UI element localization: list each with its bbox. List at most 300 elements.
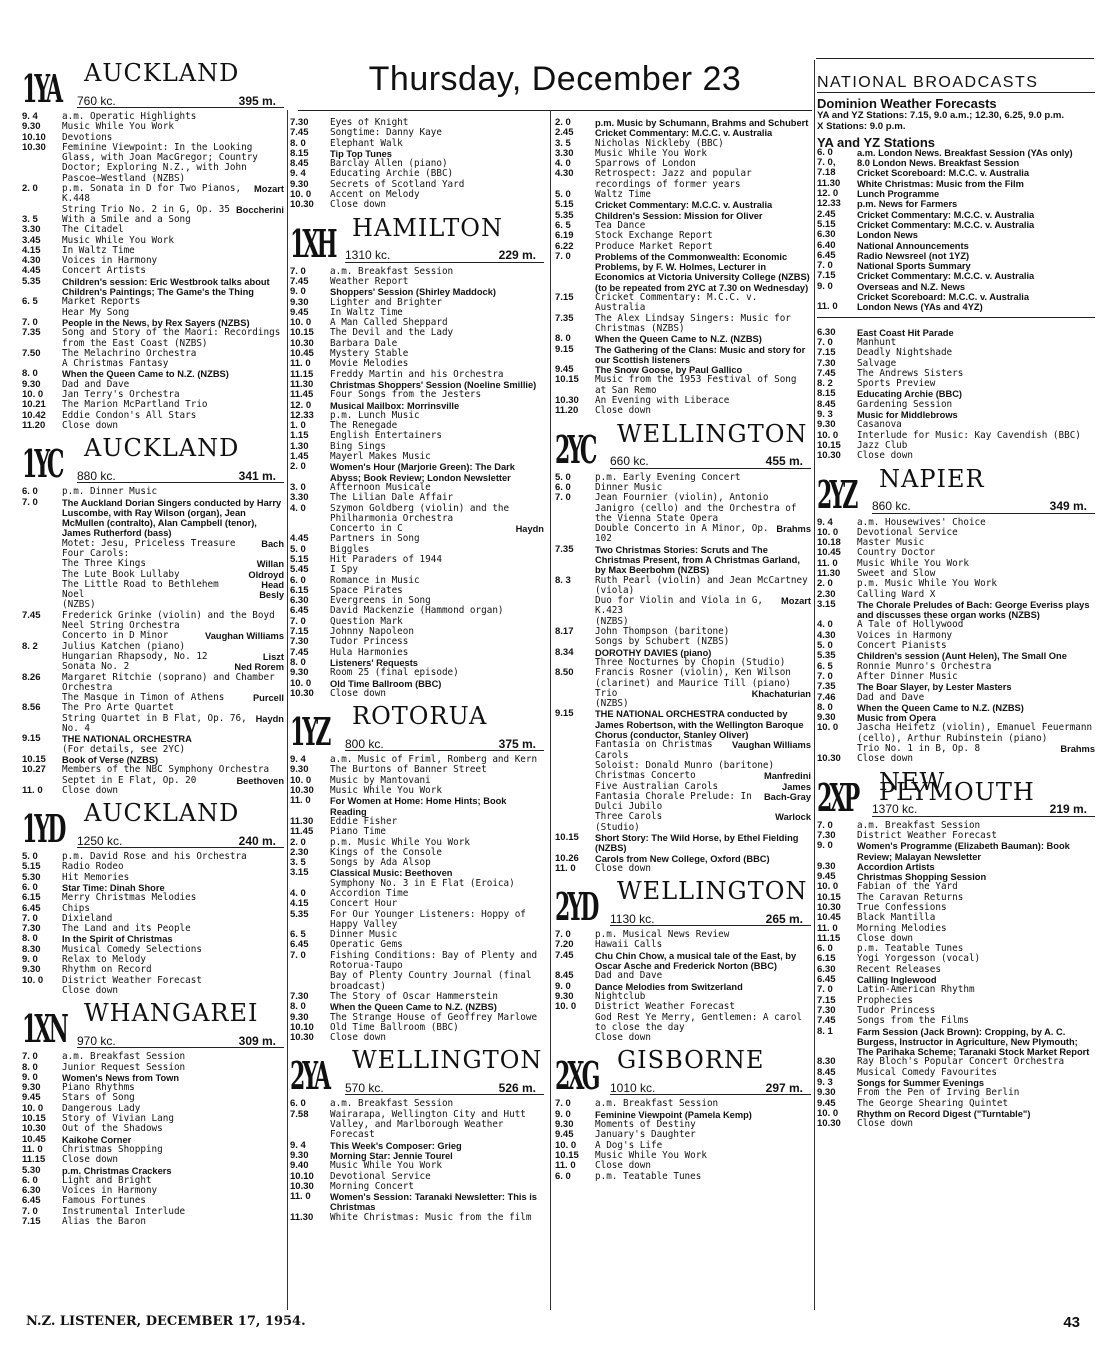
programme-item bbox=[290, 858, 544, 868]
programme-time: 10.30 bbox=[290, 785, 314, 797]
programme-item bbox=[555, 951, 811, 972]
programme-time: 2.45 bbox=[555, 127, 574, 139]
station-header bbox=[290, 702, 544, 755]
programme-title: Szymon Goldberg (violin) and the Philharmonia Orchestra bbox=[330, 502, 510, 524]
programme-item bbox=[22, 673, 284, 694]
yayz-heading: YA and YZ Stations bbox=[817, 134, 935, 150]
programme-item bbox=[555, 406, 811, 416]
programme-title: Radio Newsreel (not 1YZ) bbox=[857, 250, 970, 261]
programme-title: Dinner Music bbox=[330, 929, 398, 941]
programme-title: Famous Fortunes bbox=[62, 1195, 146, 1207]
programme-title: Morning Concert bbox=[330, 1180, 414, 1192]
programme-title: Julius Katchen (piano) bbox=[62, 640, 186, 652]
programme-item bbox=[290, 1192, 544, 1213]
programme-title: Cricket Commentary: M.C.C. v. Australia bbox=[595, 128, 773, 139]
station-wavelength: 341 m. bbox=[238, 468, 276, 483]
programme-item bbox=[817, 1027, 1095, 1058]
programme-item bbox=[555, 699, 811, 709]
programme-time: 5. 0 bbox=[290, 543, 306, 555]
programme-time: 5. 0 bbox=[555, 471, 571, 483]
programme-time: 7. 0 bbox=[817, 819, 833, 831]
programme-title: Eddie Fisher bbox=[330, 815, 398, 827]
composer-name: Besly bbox=[259, 590, 284, 601]
programme-time: 7.30 bbox=[817, 829, 836, 841]
composer-name: Vaughan Williams bbox=[205, 631, 284, 642]
programme-item bbox=[290, 555, 544, 565]
programme-time: 7.15 bbox=[290, 626, 309, 638]
station-callsign: 1XH bbox=[290, 220, 335, 266]
programme-time: 5.35 bbox=[290, 908, 309, 920]
programme-title: The Pro Arte Quartet bbox=[62, 702, 174, 714]
programme-time: 7.35 bbox=[555, 543, 574, 555]
programme-time: 9.30 bbox=[290, 1011, 309, 1023]
programme-item bbox=[290, 139, 544, 149]
programme-item bbox=[290, 786, 544, 796]
programme-title: THE NATIONAL ORCHESTRA bbox=[62, 734, 192, 745]
programme-title: London News bbox=[857, 230, 918, 241]
programme-time: 9. 4 bbox=[290, 754, 306, 766]
station-callsign: 1YC bbox=[22, 441, 62, 487]
programme-time: 11. 0 bbox=[290, 795, 311, 807]
programme-item bbox=[555, 334, 811, 344]
programme-time: 10.10 bbox=[290, 1021, 314, 1033]
station-1yc bbox=[22, 434, 284, 802]
programme-title: p.m. Teatable Tunes bbox=[595, 1170, 702, 1182]
programme-time: 11. 0 bbox=[22, 784, 43, 796]
programme-time: 4. 0 bbox=[555, 158, 571, 170]
programme-time: 9.30 bbox=[22, 378, 41, 390]
programme-item bbox=[817, 672, 1095, 682]
programme-title: Music While You Work bbox=[595, 1149, 707, 1161]
programme-title: Close down bbox=[857, 450, 913, 462]
programme-title: The Auckland Dorian Singers conducted by Harry Luscombe, with Ray Wilson (organ), Jean McMullen (contralto), Alan Campbell (tenor), James Rutherford (bass) bbox=[62, 497, 282, 539]
programme-title: Cricket Commentary: M.C.C. v. Australia bbox=[857, 219, 1035, 230]
programme-time: 6. 0 bbox=[290, 1098, 306, 1110]
programme-time: 7.45 bbox=[290, 127, 309, 139]
programme-title: a.m. Operatic Highlights bbox=[62, 111, 197, 122]
programme-item bbox=[817, 199, 1095, 209]
composer-name: Mozart bbox=[254, 184, 284, 195]
programme-title: Close down bbox=[595, 1160, 651, 1172]
programme-title: Noel bbox=[62, 589, 85, 601]
programme-time bbox=[555, 1013, 595, 1034]
programme-title: For Women at Home: Home Hints; Book Reading bbox=[330, 796, 507, 817]
programme-title: a.m. Music of Friml, Romberg and Kern bbox=[330, 754, 538, 766]
programme-title: With a Smile and a Song bbox=[62, 213, 191, 225]
programme-title: Music While You Work bbox=[330, 1160, 442, 1172]
programme-time: 7. 0 bbox=[817, 260, 833, 272]
programme-title: Children's Session: Mission for Oliver bbox=[595, 210, 763, 221]
programme-time: 7.15 bbox=[555, 292, 574, 304]
programme-item bbox=[290, 637, 544, 647]
programme-time bbox=[22, 559, 62, 569]
composer-name: Haydn bbox=[515, 524, 544, 535]
programme-time: 6. 0 bbox=[817, 943, 833, 955]
programme-title: Mayerl Makes Music bbox=[330, 451, 431, 463]
station-frequency: 880 kc. bbox=[77, 468, 116, 483]
programme-time: 9. 0 bbox=[817, 280, 833, 292]
station-callsign: 2YC bbox=[555, 426, 595, 472]
station-underline bbox=[345, 262, 544, 263]
programme-item bbox=[555, 1172, 811, 1182]
programme-title: East Coast Hit Parade bbox=[857, 327, 954, 338]
footer-publication: N.Z. LISTENER, DECEMBER 17, 1954. bbox=[26, 1314, 306, 1329]
programme-title: Dad and Dave bbox=[857, 691, 925, 703]
programme-title: District Weather Forecast bbox=[595, 1001, 735, 1013]
programme-time: 2. 0 bbox=[22, 183, 38, 195]
programme-time: 9. 0 bbox=[22, 954, 38, 966]
programme-title: Evergreens in Song bbox=[330, 595, 431, 607]
programme-title: Sports Preview bbox=[857, 378, 936, 390]
composer-name: Willan bbox=[256, 559, 284, 570]
station-city: NEW PLYMOUTH bbox=[879, 767, 1035, 806]
programme-item bbox=[22, 714, 284, 735]
programme-time: 8. 0 bbox=[290, 656, 306, 668]
station-underline bbox=[872, 513, 1095, 514]
programme-title: Classical Music: Beethoven bbox=[330, 868, 453, 879]
programme-time: 6.45 bbox=[22, 1195, 41, 1207]
programme-item bbox=[817, 348, 1095, 358]
programme-title: Three Carols bbox=[595, 811, 663, 823]
programme-time: 11.30 bbox=[290, 815, 314, 827]
programme-title: Music While You Work bbox=[595, 147, 707, 159]
station-callsign: 2XP bbox=[817, 774, 858, 820]
programme-item bbox=[290, 493, 544, 503]
programme-title: p.m. Dinner Music bbox=[62, 486, 158, 498]
programme-item bbox=[290, 951, 544, 972]
programme-time: 4.45 bbox=[22, 265, 41, 277]
programme-time: 5.15 bbox=[290, 553, 309, 565]
programme-time: 10.30 bbox=[817, 753, 841, 765]
programme-title: People in the News, by Rex Sayers (NZBS) bbox=[62, 317, 250, 328]
programme-time: 10. 0 bbox=[555, 1001, 577, 1013]
programme-time: 6.15 bbox=[290, 584, 309, 596]
programme-title: Barclay Allen (piano) bbox=[330, 158, 448, 170]
programme-item bbox=[817, 1068, 1095, 1078]
programme-title: Close down bbox=[595, 405, 651, 417]
programme-time: 10.30 bbox=[290, 199, 314, 211]
programme-title: Afternoon Musicale bbox=[330, 481, 431, 493]
programme-title: Cricket Commentary: M.C.C. v. Australia bbox=[857, 271, 1035, 282]
programme-time: 7. 0 bbox=[555, 492, 571, 504]
programme-time: 10. 0 bbox=[817, 722, 839, 734]
station-1xh bbox=[290, 213, 544, 705]
station-callsign: 1YA bbox=[22, 66, 61, 111]
programme-title: Tudor Princess bbox=[330, 636, 409, 648]
programme-title: Women's Hour (Marjorie Green): The Dark Abyss; Book Review; London Newsletter bbox=[330, 462, 515, 483]
programme-time: 3. 5 bbox=[22, 213, 38, 225]
programme-time: 6. 0 bbox=[817, 146, 833, 158]
programme-time: 10.21 bbox=[22, 399, 46, 411]
programme-time: 5.30 bbox=[22, 871, 41, 883]
programme-title: Operatic Gems bbox=[330, 939, 403, 951]
programme-title: p.m. Music While You Work bbox=[857, 578, 997, 590]
column-2 bbox=[290, 118, 544, 1229]
programme-title: Kings of the Console bbox=[330, 846, 442, 858]
programme-title: Cricket Commentary: M.C.C. v. Australia bbox=[595, 292, 758, 314]
programme-time: 8. 0 bbox=[22, 1061, 38, 1073]
programme-title: Dangerous Lady bbox=[62, 1102, 141, 1114]
programme-time: 10.15 bbox=[817, 891, 841, 903]
programme-title: Chu Chin Chow, a musical tale of the East, by Oscar Asche and Frederick Norton (BBC) bbox=[595, 950, 797, 972]
programme-time: 10.27 bbox=[22, 764, 46, 776]
programme-title: Fantasia Chorale Prelude: In Dulci Jubilo bbox=[595, 790, 752, 813]
station-1xn-continued bbox=[290, 118, 544, 217]
programme-time: 6.45 bbox=[290, 939, 309, 951]
station-2yd bbox=[555, 877, 811, 1049]
programme-time: 8.30 bbox=[817, 1056, 836, 1068]
programme-time: 8. 0 bbox=[555, 333, 571, 345]
programme-time: 8.15 bbox=[817, 388, 836, 400]
programme-time: 5.35 bbox=[555, 209, 574, 221]
programme-title: Chips bbox=[62, 902, 90, 914]
programme-item bbox=[290, 889, 544, 899]
programme-time: 10. 0 bbox=[555, 1139, 577, 1151]
programme-time: 10.15 bbox=[22, 1113, 46, 1125]
programme-item bbox=[555, 1099, 811, 1109]
programme-time: 12.33 bbox=[817, 198, 841, 210]
station-frequency: 660 kc. bbox=[610, 454, 649, 469]
programme-time bbox=[555, 812, 595, 822]
programme-title: Christmas Shopping Session bbox=[857, 872, 987, 883]
station-city: ROTORUA bbox=[352, 702, 488, 731]
programme-item bbox=[817, 271, 1095, 281]
composer-name: Mozart bbox=[781, 596, 811, 607]
programme-item bbox=[555, 190, 811, 200]
composer-name: Haydn bbox=[255, 713, 284, 724]
programme-title: p.m. Lunch Music bbox=[330, 409, 420, 421]
programme-time: 7.58 bbox=[290, 1108, 309, 1120]
programme-time: 7.45 bbox=[22, 609, 41, 621]
programme-title: Hit Paraders of 1944 bbox=[330, 553, 442, 565]
programme-item bbox=[817, 220, 1095, 230]
programme-time: 5.45 bbox=[290, 564, 309, 576]
programme-item bbox=[22, 924, 284, 934]
column-3 bbox=[555, 118, 811, 1188]
programme-title: Deadly Nightshade bbox=[857, 347, 953, 359]
station-callsign: 2YZ bbox=[817, 471, 856, 517]
programme-time: 9.30 bbox=[290, 667, 309, 679]
programme-title: a.m. London News. Breakfast Session (YAs only) bbox=[857, 147, 1073, 158]
programme-item bbox=[817, 210, 1095, 220]
programme-time: 5.15 bbox=[22, 861, 41, 873]
programme-title: Voices in Harmony bbox=[62, 255, 158, 267]
programme-title: Concert Hour bbox=[330, 898, 398, 910]
programme-item bbox=[290, 431, 544, 441]
programme-title: Women's Programme (Elizabeth Bauman): Book Review; Malayan Newsletter bbox=[857, 841, 1070, 862]
programme-item bbox=[22, 1124, 284, 1134]
programme-item bbox=[555, 930, 811, 940]
programme-title: Shoppers' Session (Shirley Maddock) bbox=[330, 287, 496, 298]
programme-item bbox=[290, 267, 544, 277]
composer-name: Liszt bbox=[262, 651, 284, 662]
programme-time: 8.45 bbox=[817, 398, 836, 410]
programme-time: 7. 0, bbox=[817, 157, 836, 169]
programme-title: The Lilian Dale Affair bbox=[330, 492, 454, 504]
programme-item bbox=[22, 487, 284, 497]
programme-title: Song and Story of the Maori: Recordings from the East Coast (NZBS) bbox=[62, 327, 281, 349]
programme-title: Gardening Session bbox=[857, 398, 953, 410]
programme-title: Morning Star: Jennie Tourel bbox=[330, 1150, 453, 1161]
programme-time: 5.15 bbox=[555, 199, 574, 211]
programme-title: A Man Called Sheppard bbox=[330, 317, 448, 329]
programme-title: This Week's Composer: Grieg bbox=[330, 1140, 462, 1151]
programme-title: When the Queen Came to N.Z. (NZBS) bbox=[857, 702, 1024, 713]
programme-time: 2. 0 bbox=[555, 118, 571, 128]
programme-time: 7.35 bbox=[555, 312, 574, 324]
programme-title: I Spy bbox=[330, 564, 358, 576]
programme-time: 10. 0 bbox=[817, 1107, 839, 1119]
programme-item bbox=[290, 827, 544, 837]
composer-name: Beethoven bbox=[236, 775, 284, 786]
programme-time: 11.30 bbox=[817, 177, 841, 189]
station-wavelength: 455 m. bbox=[765, 454, 803, 469]
station-underline bbox=[345, 750, 544, 751]
programme-title: Ray Bloch's Popular Concert Orchestra bbox=[857, 1056, 1065, 1068]
programme-title: The Burtons of Banner Street bbox=[330, 764, 487, 776]
programme-item bbox=[555, 545, 811, 576]
programme-time: 10.30 bbox=[817, 450, 841, 462]
programme-time: 11.20 bbox=[22, 419, 46, 431]
programme-title: The Gathering of the Clans: Music and story for our Scottish listeners bbox=[595, 344, 806, 365]
programme-time: 7.30 bbox=[290, 990, 309, 1002]
programme-item bbox=[817, 148, 1095, 158]
programme-title: Jean Fournier (violin), Antonio Janigro (cello) and the Orchestra of the Vienna State Opera bbox=[595, 492, 797, 524]
programme-time: 7. 0 bbox=[555, 250, 571, 262]
programme-time: 1. 0 bbox=[290, 420, 306, 432]
station-2yz bbox=[817, 464, 1095, 771]
programme-time: 10.45 bbox=[817, 547, 841, 559]
programme-time: 7.30 bbox=[817, 1004, 836, 1016]
programme-item bbox=[290, 971, 544, 992]
programme-title: Weather Report bbox=[330, 275, 409, 287]
programme-title: White Christmas: Music from the Film bbox=[857, 178, 1024, 189]
programme-item bbox=[555, 864, 811, 874]
programme-title: Accent on Melody bbox=[330, 189, 420, 201]
programme-time: 11.30 bbox=[817, 567, 841, 579]
programme-title: Songs from the Films bbox=[857, 1015, 969, 1027]
programme-title: The Three Kings bbox=[62, 558, 146, 570]
section-gap bbox=[817, 1130, 1095, 1136]
programme-time: 9.45 bbox=[817, 1097, 836, 1109]
programme-time: 10.30 bbox=[290, 1180, 314, 1192]
programme-title: p.m. Music While You Work bbox=[330, 836, 470, 848]
programme-time: 3. 5 bbox=[290, 857, 306, 869]
programme-title: Junior Request Session bbox=[62, 1061, 186, 1073]
programme-item bbox=[817, 241, 1095, 251]
programme-item bbox=[290, 796, 544, 817]
programme-time bbox=[22, 986, 62, 996]
programme-title: Produce Market Report bbox=[595, 240, 713, 252]
programme-time: 7. 0 bbox=[555, 929, 571, 941]
programme-title: Cricket Scoreboard: M.C.C. v. Australia bbox=[857, 292, 1030, 303]
programme-title: Sonata No. 2 bbox=[62, 661, 130, 673]
programme-time: 9.30 bbox=[555, 990, 574, 1002]
programme-time: 6.30 bbox=[817, 963, 836, 975]
programme-time: 7. 0 bbox=[22, 316, 38, 328]
station-2ya-continued bbox=[555, 118, 811, 423]
programme-title: Double Concerto in A Minor, Op. 102 bbox=[595, 523, 769, 545]
programme-title: John Thompson (baritone) bbox=[595, 626, 730, 638]
programme-time: 7.50 bbox=[22, 347, 41, 359]
programme-item bbox=[817, 1099, 1095, 1109]
programme-time bbox=[22, 539, 62, 549]
programme-time: 11. 0 bbox=[817, 922, 838, 934]
programme-time: 8. 0 bbox=[22, 933, 38, 945]
programme-title: Soloist: Donald Munro (baritone) bbox=[595, 759, 775, 771]
programme-item bbox=[555, 637, 811, 647]
station-city: WELLINGTON bbox=[617, 419, 808, 448]
programme-time: 8.45 bbox=[555, 970, 574, 982]
programme-time: 3.45 bbox=[22, 234, 41, 246]
programme-title: (NZBS) bbox=[595, 698, 629, 710]
composer-name: Oldroyd bbox=[248, 569, 284, 580]
programme-item bbox=[290, 190, 544, 200]
programme-title: Close down bbox=[330, 1032, 386, 1044]
station-frequency: 1250 kc. bbox=[77, 833, 123, 848]
programme-title: Barbara Dale bbox=[330, 337, 398, 349]
national-end-rule bbox=[817, 317, 1095, 318]
programme-time: 6. 0 bbox=[555, 1170, 571, 1182]
programme-item bbox=[817, 302, 1095, 312]
station-2xg-continued bbox=[817, 328, 1095, 468]
programme-time: 9.30 bbox=[817, 860, 836, 872]
programme-item bbox=[817, 189, 1095, 199]
programme-item bbox=[555, 709, 811, 740]
programme-title: The Masque in Timon of Athens bbox=[62, 692, 225, 704]
programme-time: 4. 0 bbox=[817, 619, 833, 631]
composer-name: James bbox=[782, 781, 811, 792]
station-header bbox=[817, 464, 1095, 517]
programme-item bbox=[555, 118, 811, 128]
programme-time: 9. 4 bbox=[290, 1139, 306, 1151]
programme-time: 9.30 bbox=[290, 296, 309, 308]
station-1yz bbox=[290, 702, 544, 1049]
programme-line bbox=[595, 740, 811, 761]
top-rule bbox=[816, 58, 1094, 59]
programme-time: 10.30 bbox=[290, 1032, 314, 1044]
programme-item bbox=[817, 831, 1095, 841]
programme-title: The George Shearing Quintet bbox=[857, 1097, 1009, 1109]
programme-title: p.m. Sonata in D for Two Pianos, K.448 bbox=[62, 183, 242, 205]
station-wavelength: 240 m. bbox=[238, 833, 276, 848]
programme-title: (For details, see 2YC) bbox=[62, 743, 186, 755]
programme-title: David Mackenzie (Hammond organ) bbox=[330, 605, 504, 617]
programme-item bbox=[290, 1182, 544, 1192]
programme-item bbox=[817, 682, 1095, 692]
programme-item bbox=[555, 812, 811, 822]
programme-title: Four Carols: bbox=[62, 547, 130, 559]
programme-time: 4.15 bbox=[22, 244, 41, 256]
programme-time: 10. 0 bbox=[22, 1102, 44, 1114]
programme-time: 8.45 bbox=[290, 158, 309, 170]
programme-title: Prophecies bbox=[857, 994, 913, 1006]
programme-time bbox=[555, 1033, 595, 1043]
programme-time: 9. 3 bbox=[817, 1077, 833, 1089]
programme-time: 7. 0 bbox=[290, 615, 306, 627]
programme-time: 10.30 bbox=[22, 1123, 46, 1135]
composer-name: Ned Rorem bbox=[234, 662, 284, 673]
programme-title: Listeners' Requests bbox=[330, 657, 418, 668]
station-underline bbox=[610, 925, 811, 926]
programme-time: 4.45 bbox=[290, 533, 309, 545]
programme-item bbox=[555, 940, 811, 950]
programme-time: 5.30 bbox=[22, 1164, 41, 1176]
programme-time: 8.56 bbox=[22, 702, 41, 714]
composer-name: Head bbox=[261, 579, 284, 590]
programme-title: Devotional Service bbox=[330, 1170, 431, 1182]
station-city: WELLINGTON bbox=[352, 1046, 543, 1075]
